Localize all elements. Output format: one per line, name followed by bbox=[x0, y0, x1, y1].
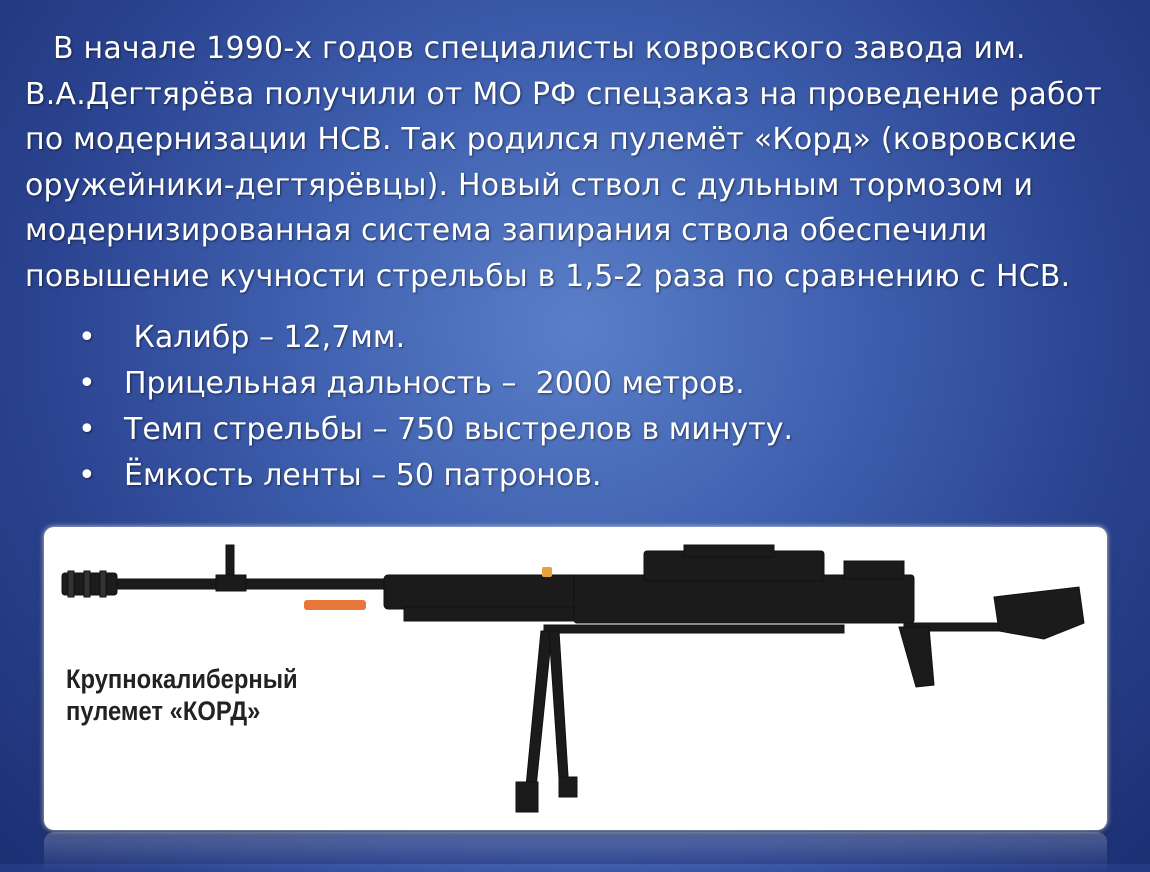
intro-line: В.А.Дегтярёва получили от МО РФ спецзаказ на проведение работ bbox=[25, 76, 1102, 112]
machine-gun-photo bbox=[44, 527, 1107, 830]
bullet-icon: • bbox=[78, 458, 96, 493]
intro-paragraph bbox=[25, 26, 1135, 299]
photo-caption bbox=[66, 663, 298, 727]
intro-line: повышение кучности стрельбы в 1,5-2 раза по сравнению с НСВ. bbox=[25, 258, 1071, 294]
intro-line: модернизированная система запирания ствола обеспечили bbox=[25, 213, 988, 248]
spec-item bbox=[78, 453, 793, 499]
bullet-icon: • bbox=[78, 320, 96, 355]
intro-line: по модернизации НСВ. Так родился пулемёт «Корд» (ковровские bbox=[25, 122, 1077, 157]
intro-line: В начале 1990-х годов специалисты ковровского завода им. bbox=[53, 31, 1026, 66]
spec-list bbox=[78, 315, 793, 499]
caption-line: Крупнокалиберный bbox=[66, 664, 298, 694]
caption-line: пулемет «КОРД» bbox=[66, 696, 261, 726]
spec-text: Прицельная дальность – 2000 метров. bbox=[124, 366, 745, 401]
intro-line: оружейники-дегтярёвцы). Новый ствол с дульным тормозом и bbox=[25, 167, 1034, 203]
photo-reflection bbox=[44, 832, 1107, 872]
spec-item bbox=[78, 315, 793, 361]
spec-item bbox=[78, 361, 793, 407]
spec-text: Калибр – 12,7мм. bbox=[124, 320, 406, 355]
spec-item bbox=[78, 407, 793, 453]
bullet-icon: • bbox=[78, 366, 96, 401]
spec-text: Темп стрельбы – 750 выстрелов в минуту. bbox=[124, 412, 794, 447]
bullet-icon: • bbox=[78, 412, 96, 447]
spec-text: Ёмкость ленты – 50 патронов. bbox=[124, 458, 602, 493]
